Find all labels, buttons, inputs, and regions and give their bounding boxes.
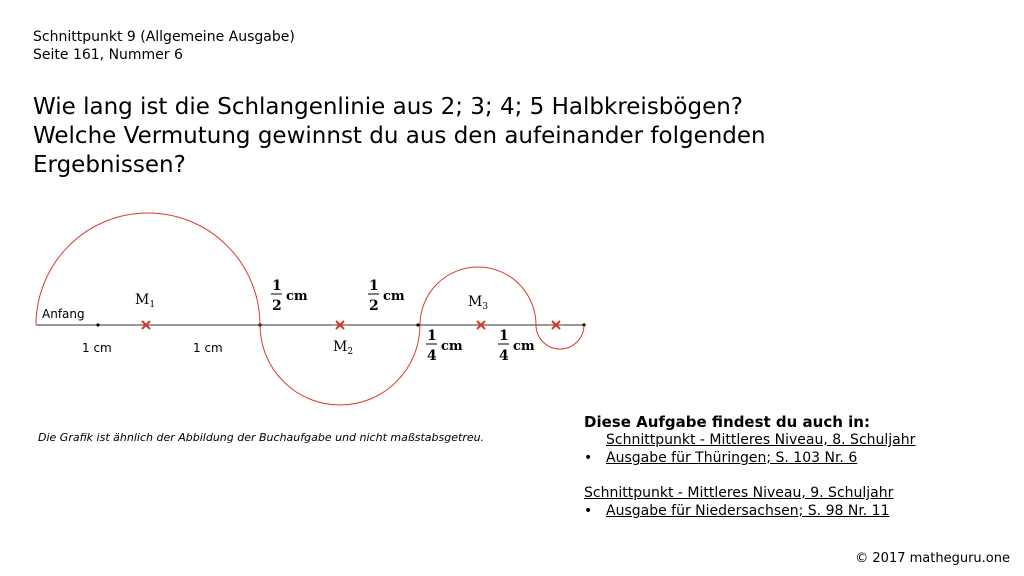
reference-book-2 [584, 484, 1004, 502]
reference-book-2-edition: Ausgabe für Niedersachsen; S. 98 Nr. 11 [606, 503, 890, 519]
unit-label: cm [286, 289, 308, 304]
fraction-numerator: 1 [369, 278, 379, 294]
center-label-m2: $M_2$ [333, 339, 354, 357]
center-label-m1: $M_1$ [135, 292, 156, 310]
copyright-footer: © 2017 matheguru.one [855, 551, 1010, 566]
center-label-m3: $M_3$ [468, 294, 489, 312]
segment-2-label: 1 cm [193, 341, 223, 355]
bullet-icon: • [584, 503, 593, 519]
start-label: Anfang [42, 307, 85, 321]
fraction-numerator: 1 [499, 328, 509, 344]
unit-label: cm [441, 339, 463, 354]
question-text [33, 93, 933, 180]
segment-1-label: 1 cm [82, 341, 112, 355]
half-cm-label-1 [271, 278, 308, 314]
unit-label: cm [383, 289, 405, 304]
quarter-cm-label-2 [498, 328, 535, 364]
fraction-denominator: 2 [369, 298, 379, 314]
fraction-denominator: 2 [272, 298, 282, 314]
fraction-numerator: 1 [272, 278, 282, 294]
reference-book-2-item [584, 502, 1004, 520]
half-cm-label-2 [368, 278, 405, 314]
reference-book-1 [584, 431, 1004, 449]
bullet-icon: • [584, 450, 593, 466]
semicircle-2 [260, 325, 420, 405]
question-line-1: Wie lang ist die Schlangenlinie aus 2; 3; 4; 5 Halbkreisbögen? [33, 94, 744, 120]
fraction-denominator: 4 [499, 348, 509, 364]
spacer [584, 467, 1004, 484]
reference-book-1-item [584, 449, 1004, 467]
snake-line-figure [0, 200, 600, 415]
fraction-denominator: 4 [427, 348, 437, 364]
source-header [33, 28, 295, 64]
unit-label: cm [513, 339, 535, 354]
quarter-cm-label-1 [426, 328, 463, 364]
tick-dot [96, 323, 99, 326]
source-book: Schnittpunkt 9 (Allgemeine Ausgabe) [33, 29, 295, 45]
fraction-numerator: 1 [427, 328, 437, 344]
reference-book-1-edition: Ausgabe für Thüringen; S. 103 Nr. 6 [606, 450, 858, 466]
question-line-3: Ergebnissen? [33, 152, 186, 178]
question-line-2: Welche Vermutung gewinnst du aus den aufeinander folgenden [33, 123, 766, 149]
tick-dot [416, 323, 419, 326]
figure-caption: Die Grafik ist ähnlich der Abbildung der Buchaufgabe und nicht maßstabsgetreu. [38, 431, 485, 444]
reference-heading: Diese Aufgabe findest du auch in: [584, 413, 870, 431]
reference-book-2-title: Schnittpunkt - Mittleres Niveau, 9. Schuljahr [584, 485, 894, 501]
semicircle-arcs [36, 213, 584, 405]
source-page: Seite 161, Nummer 6 [33, 47, 183, 63]
reference-box [584, 413, 1004, 520]
reference-book-1-title: Schnittpunkt - Mittleres Niveau, 8. Schuljahr [606, 432, 916, 448]
